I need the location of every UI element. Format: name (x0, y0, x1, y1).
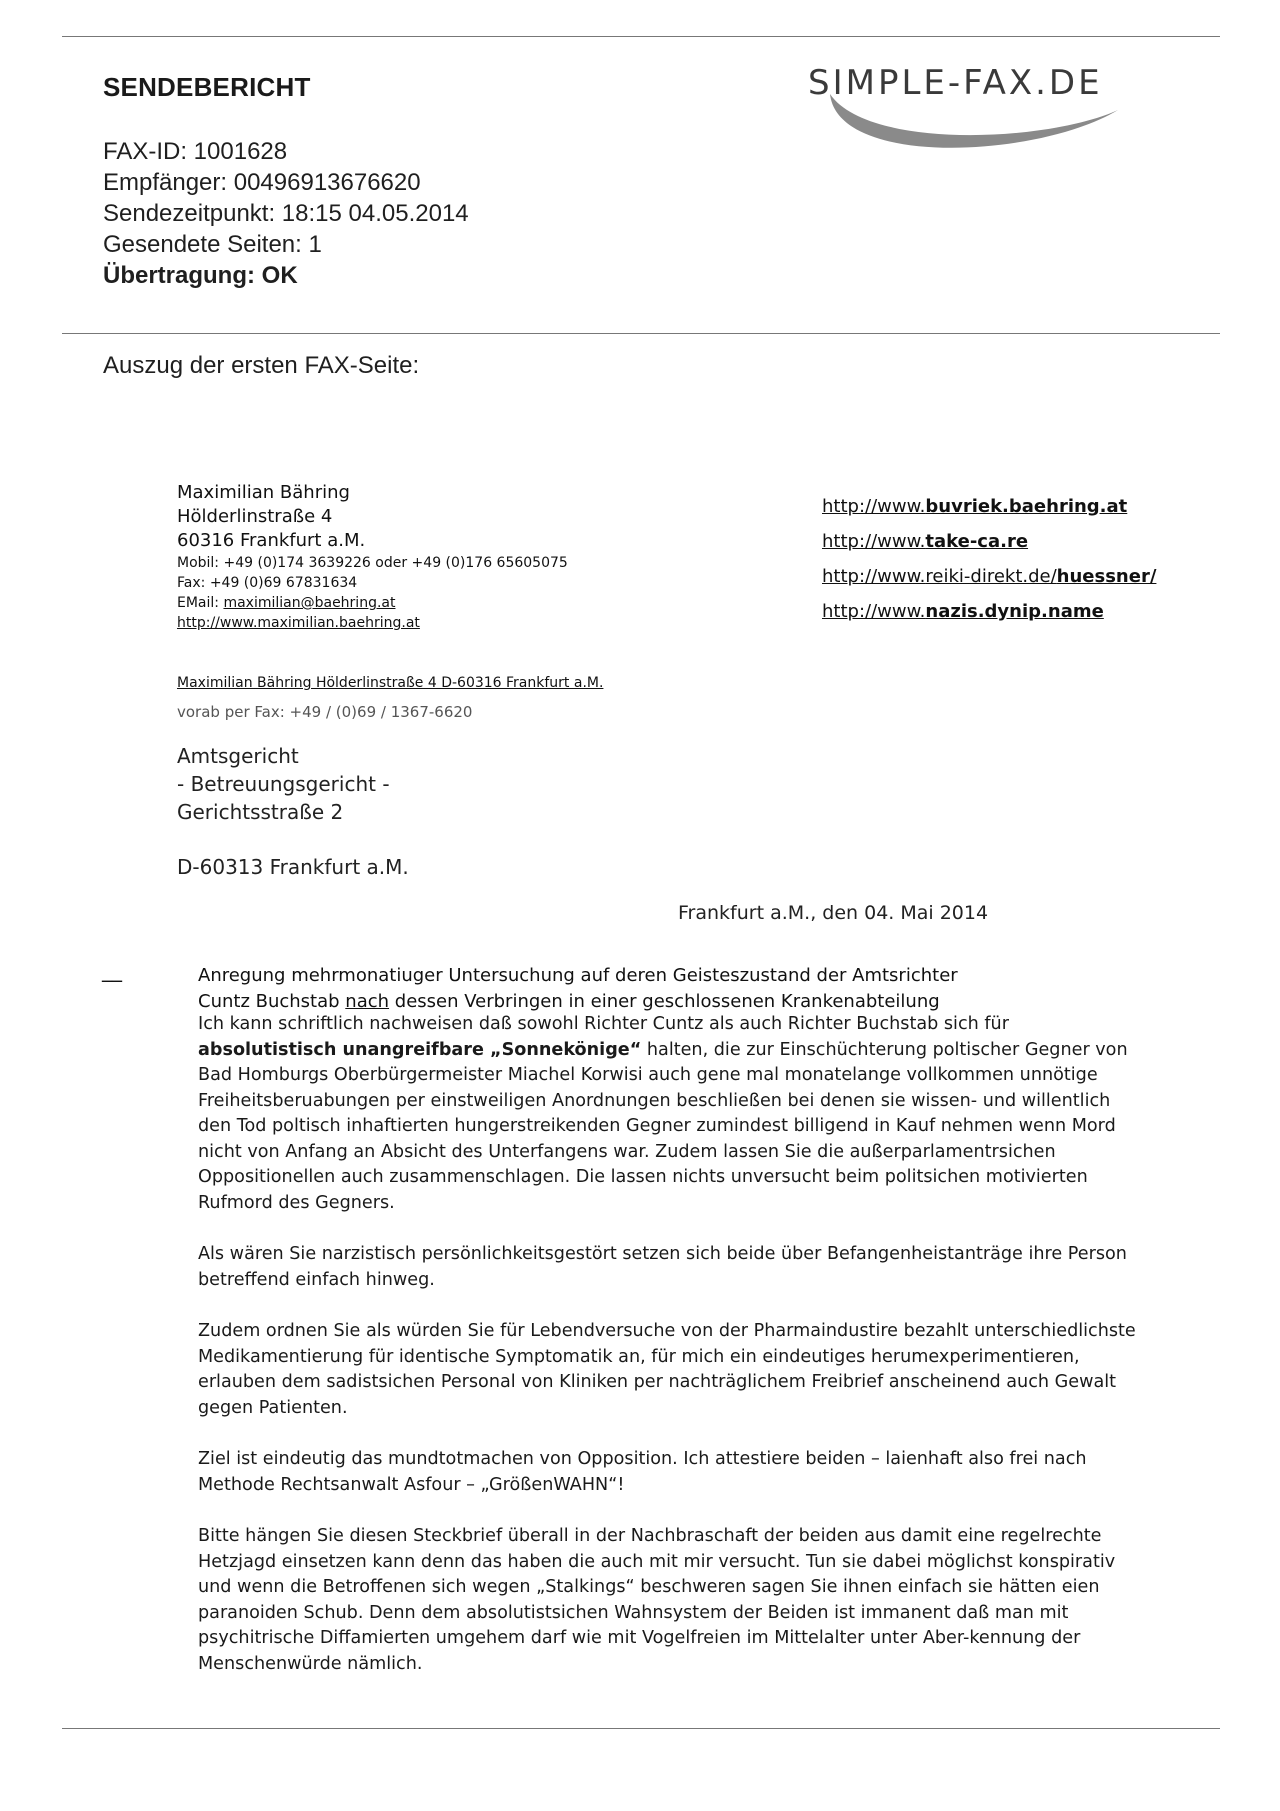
link-domain: buvriek.baehring.at (925, 496, 1128, 517)
link-path: huessner/ (1056, 566, 1157, 587)
subject-text: Cuntz Buchstab (198, 991, 346, 1012)
link-domain: nazis.dynip.name (925, 601, 1104, 622)
paragraph-1 (198, 1012, 1138, 1216)
mobile-value: +49 (0)174 3639226 oder +49 (0)176 65605075 (223, 555, 568, 571)
send-time: Sendezeitpunkt: 18:15 04.05.2014 (103, 200, 469, 227)
recipient-line-3: Gerichtsstraße 2 (177, 800, 344, 824)
sender-email (177, 593, 568, 613)
sender-fax (177, 573, 568, 593)
link-prefix: http://www. (822, 496, 926, 517)
link-prefix: http://www. (822, 531, 926, 552)
vorab-fax-line: vorab per Fax: +49 / (0)69 / 1367-6620 (177, 703, 473, 721)
link-domain: reiki-direkt.de/ (925, 566, 1057, 587)
link-prefix: http://www. (822, 566, 926, 587)
link-prefix: http://www. (822, 601, 926, 622)
letter-body (198, 1012, 1138, 1677)
paragraph-text: Ich kann schriftlich nachweisen daß sowohl Richter Cuntz als auch Richter Buchstab sich für (198, 1014, 1009, 1034)
subject-line-1: Anregung mehrmonatiuger Untersuchung auf deren Geisteszustand der Amtsrichter (198, 965, 958, 986)
recipient-line-2: - Betreuungsgericht - (177, 772, 390, 796)
sender-block (177, 481, 568, 633)
fax-label: Fax: (177, 575, 206, 591)
sender-website: http://www.maximilian.baehring.at (177, 615, 420, 631)
letter-subject (198, 963, 958, 1015)
recipient-city: D-60313 Frankfurt a.M. (177, 855, 409, 879)
subject-underlined: nach (345, 991, 390, 1012)
recipient-line-1: Amtsgericht (177, 744, 299, 768)
recipient-block (177, 742, 390, 826)
paragraph-text: halten, die zur Einschüchterung poltischer Gegner von Bad Homburgs Oberbürgermeister Miachel Korwisi auch gene mal monatelange vollkommen unnötige Freiheitsberuabungen per einstweiligen Anordnungen beschließen bei denen sie wissen- und willentlich den Tod poltisch inhaftierten hungerstreikenden Gegner zumindest billigend in Kauf nehmen wenn Mord nicht von Anfang an Absicht des Unterfangens war. Zudem lassen Sie die außerparlamentrsichen Oppositionellen auch zusammenschlagen. Die lassen nichts unversucht beim politsichen motivierten Rufmord des Gegners. (198, 1039, 1128, 1213)
email-value: maximilian@baehring.at (223, 595, 396, 611)
simple-fax-logo (808, 58, 1198, 158)
link-nazis (822, 594, 1156, 629)
logo-text: SIMPLE-FAX.DE (808, 63, 1103, 103)
subject-text: dessen Verbringen in einer geschlossenen Krankenabteilung (389, 991, 940, 1012)
paragraph-3: Zudem ordnen Sie als würden Sie für Lebendversuche von der Pharmaindustire bezahlt unterschiedlichste Medikamentierung für identische Symptomatik an, für mich ein eindeutiges herumexperimentieren, erlauben dem sadistsichen Personal von Kliniken per nachträglichem Freibrief anscheinend auch Gewalt gegen Patienten. (198, 1321, 1136, 1418)
link-reiki (822, 559, 1156, 594)
letter-date: Frankfurt a.M., den 04. Mai 2014 (678, 902, 989, 924)
return-address: Maximilian Bähring Hölderlinstraße 4 D-60316 Frankfurt a.M. (177, 675, 604, 691)
transmission-status: Übertragung: OK (103, 262, 298, 289)
report-details (103, 136, 469, 291)
link-list (822, 489, 1156, 629)
link-domain: take-ca.re (925, 531, 1029, 552)
email-label: EMail: (177, 595, 219, 611)
fold-mark: __ (102, 958, 122, 982)
top-divider (62, 36, 1220, 37)
excerpt-heading: Auszug der ersten FAX-Seite: (103, 352, 420, 379)
bottom-divider (62, 1728, 1220, 1729)
sender-name: Maximilian Bähring (177, 482, 350, 503)
paragraph-4: Ziel ist eindeutig das mundtotmachen von Opposition. Ich attestiere beiden – laienhaft also frei nach Methode Rechtsanwalt Asfour – „GrößenWAHN“! (198, 1449, 1087, 1495)
paragraph-5: Bitte hängen Sie diesen Steckbrief überall in der Nachbraschaft der beiden aus damit eine regelrechte Hetzjagd einsetzen kann denn das haben die auch mit mir versucht. Tun sie dabei möglichst konspirativ und wenn die Betroffenen sich wegen „Stalkings“ beschweren sagen Sie ihnen einfach sie hätten eien paranoiden Schub. Denn dem absolutistsichen Wahnsystem der Beiden ist immanent daß man mit psychitrische Diffamierten umgehem darf wie mit Vogelfreien im Mittelalter unter Aber-kennung der Menschenwürde nämlich. (198, 1526, 1116, 1674)
fax-id: FAX-ID: 1001628 (103, 138, 288, 165)
sender-mobile (177, 553, 568, 573)
fax-recipient: Empfänger: 00496913676620 (103, 169, 421, 196)
link-take-ca (822, 524, 1156, 559)
sender-city: 60316 Frankfurt a.M. (177, 530, 366, 551)
middle-divider (62, 333, 1220, 334)
pages-sent: Gesendete Seiten: 1 (103, 231, 322, 258)
mobile-label: Mobil: (177, 555, 220, 571)
paragraph-2: Als wären Sie narzistisch persönlichkeitsgestört setzen sich beide über Befangenheistanträge ihre Person betreffend einfach hinweg. (198, 1244, 1127, 1290)
paragraph-bold: absolutistisch unangreifbare „Sonnekönige“ (198, 1039, 642, 1060)
report-title: SENDEBERICHT (103, 72, 311, 102)
fax-value: +49 (0)69 67831634 (209, 575, 358, 591)
sender-street: Hölderlinstraße 4 (177, 506, 333, 527)
link-buvriek (822, 489, 1156, 524)
